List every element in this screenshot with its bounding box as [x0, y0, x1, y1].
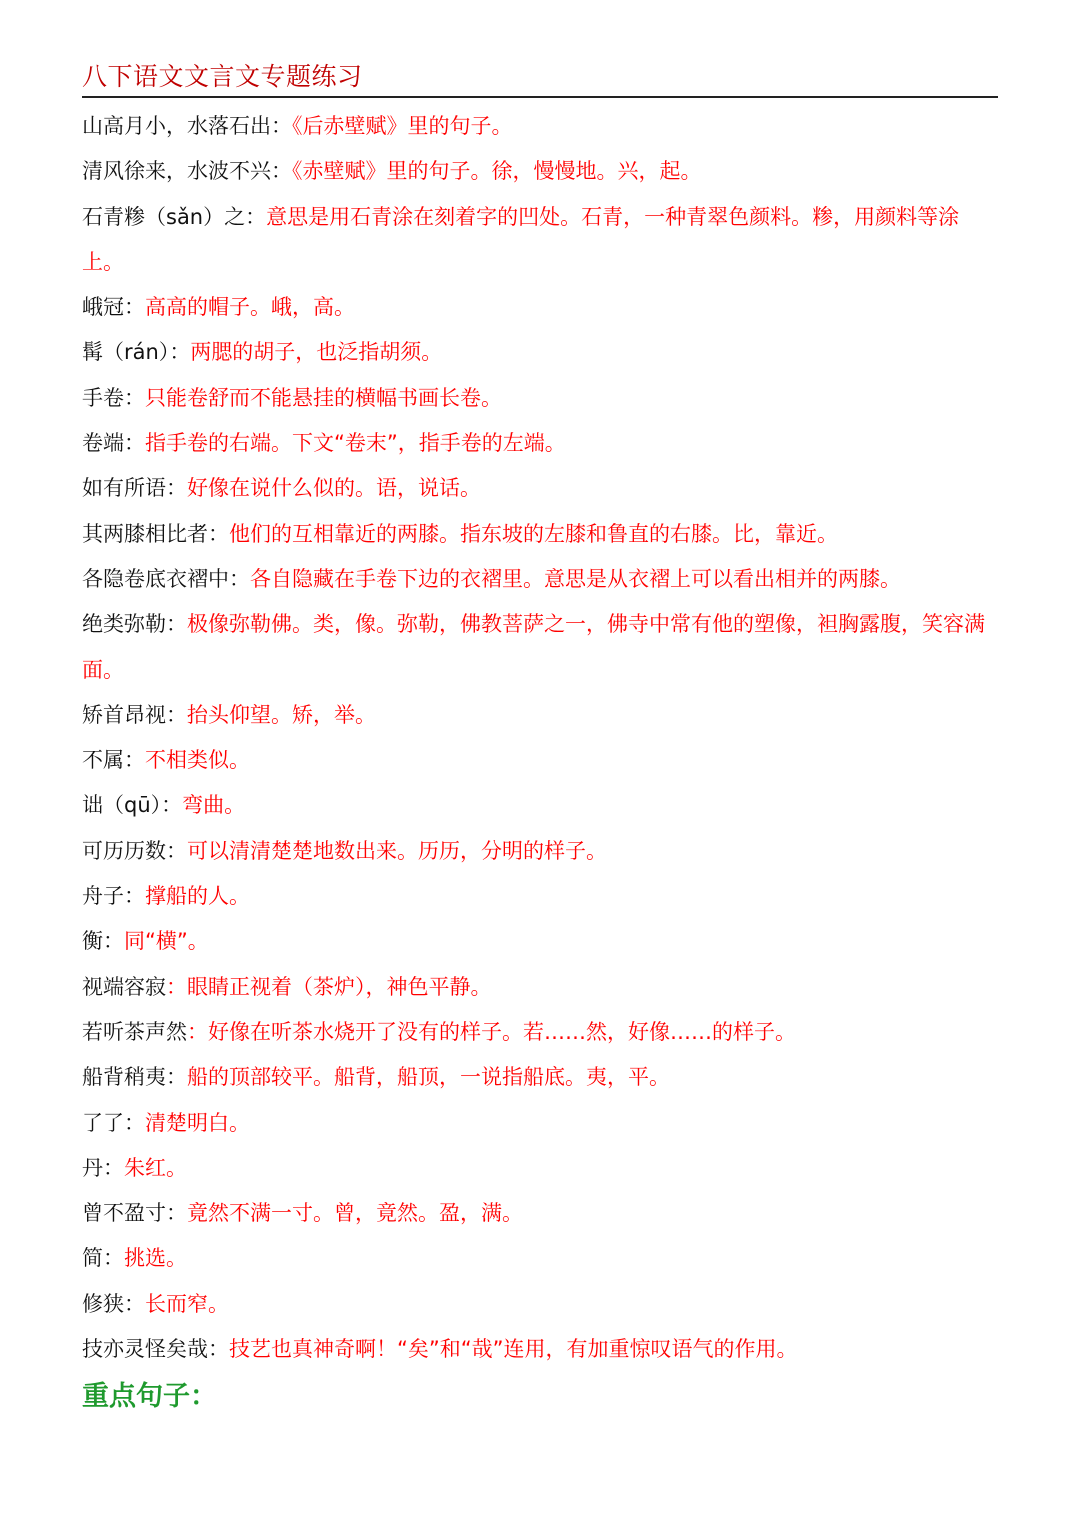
- glossary-entry: [82, 195, 998, 286]
- glossary-separator: ：: [166, 974, 187, 999]
- glossary-term: 丹: [82, 1155, 103, 1180]
- glossary-term: 技亦灵怪矣哉: [82, 1337, 208, 1362]
- glossary-entry: [82, 602, 998, 693]
- glossary-definition: 两腮的胡子，也泛指胡须。: [190, 340, 443, 365]
- glossary-definition: 好像在说什么似的。语，说话。: [187, 476, 481, 501]
- glossary-entry: [82, 693, 998, 738]
- glossary-separator: ：: [229, 566, 250, 591]
- page-title: 八下语文文言文专题练习: [82, 62, 363, 91]
- glossary-term: 修狭: [82, 1291, 124, 1316]
- glossary-entry: [82, 1055, 998, 1100]
- glossary-entry: [82, 557, 998, 602]
- glossary-term: 诎（qū）: [82, 793, 162, 818]
- glossary-term: 视端容寂: [82, 974, 166, 999]
- glossary-definition: 挑选。: [124, 1246, 187, 1271]
- glossary-definition: 《后赤壁赋》里的句子。: [292, 114, 513, 138]
- glossary-definition: 可以清清楚楚地数出来。历历，分明的样子。: [187, 838, 607, 863]
- glossary-entry: [82, 919, 998, 964]
- glossary-term: 髯（rán）: [82, 340, 170, 365]
- glossary-definition: 高高的帽子。峨，高。: [145, 295, 355, 320]
- glossary-definition: 技艺也真神奇啊！“矣”和“哉”连用，有加重惊叹语气的作用。: [229, 1337, 798, 1362]
- glossary-definition: 竟然不满一寸。曾，竟然。盈，满。: [187, 1201, 523, 1226]
- glossary-entry: [82, 376, 998, 421]
- glossary-separator: ：: [166, 1065, 187, 1090]
- glossary-separator: ：: [169, 340, 191, 365]
- glossary-separator: ：: [124, 884, 145, 909]
- glossary-list: [82, 104, 998, 1372]
- glossary-term: 衡: [82, 929, 103, 954]
- glossary-entry: [82, 1101, 998, 1146]
- glossary-separator: ：: [103, 1246, 124, 1271]
- glossary-separator: ：: [166, 476, 187, 501]
- glossary-separator: ：: [271, 159, 292, 184]
- glossary-definition: 极像弥勒佛。类，像。弥勒，佛教菩萨之一，佛寺中常有他的塑像，袒胸露腹，笑容满面。: [82, 612, 985, 682]
- glossary-entry: [82, 330, 998, 375]
- glossary-term: 不属: [82, 748, 124, 773]
- glossary-separator: ：: [103, 1155, 124, 1180]
- glossary-definition: 指手卷的右端。下文“卷末”，指手卷的左端。: [145, 431, 566, 456]
- glossary-separator: ：: [208, 1337, 229, 1362]
- glossary-entry: [82, 1327, 998, 1372]
- glossary-entry: [82, 149, 998, 194]
- glossary-definition: 船的顶部较平。船背，船顶，一说指船底。夷，平。: [187, 1065, 670, 1090]
- glossary-term: 如有所语: [82, 476, 166, 501]
- glossary-definition: 他们的互相靠近的两膝。指东坡的左膝和鲁直的右膝。比，靠近。: [229, 521, 838, 546]
- glossary-entry: [82, 783, 998, 828]
- glossary-separator: ：: [187, 1019, 208, 1044]
- glossary-term: 舟子: [82, 884, 124, 909]
- glossary-entry: [82, 285, 998, 330]
- glossary-term: 其两膝相比者: [82, 521, 208, 546]
- glossary-entry: [82, 874, 998, 919]
- glossary-separator: ：: [124, 1110, 145, 1135]
- glossary-definition: 《赤壁赋》里的句子。徐，慢慢地。兴，起。: [292, 159, 702, 184]
- page-header: [82, 58, 998, 98]
- glossary-entry: [82, 1236, 998, 1281]
- glossary-definition: 好像在听茶水烧开了没有的样子。若……然，好像……的样子。: [208, 1019, 796, 1044]
- glossary-entry: [82, 1146, 998, 1191]
- glossary-definition: 眼睛正视着（茶炉），神色平静。: [187, 974, 492, 999]
- glossary-separator: ：: [166, 838, 187, 863]
- glossary-definition: 撑船的人。: [145, 884, 250, 909]
- glossary-definition: 只能卷舒而不能悬挂的横幅书画长卷。: [145, 385, 502, 410]
- glossary-entry: [82, 421, 998, 466]
- glossary-separator: ：: [166, 1201, 187, 1226]
- glossary-separator: ：: [124, 431, 145, 456]
- glossary-term: 峨冠: [82, 295, 124, 320]
- glossary-separator: ：: [161, 793, 183, 818]
- glossary-separator: ：: [208, 521, 229, 546]
- glossary-separator: ：: [124, 295, 145, 320]
- glossary-content: [82, 104, 998, 1422]
- glossary-definition: 同“横”。: [124, 929, 209, 954]
- glossary-entry: [82, 738, 998, 783]
- glossary-term: 矫首昂视: [82, 702, 166, 727]
- section-heading-key-sentences: 重点句子：: [82, 1381, 217, 1413]
- glossary-separator: ：: [124, 385, 145, 410]
- glossary-definition: 各自隐藏在手卷下边的衣褶里。意思是从衣褶上可以看出相并的两膝。: [250, 566, 901, 591]
- glossary-separator: ：: [124, 748, 145, 773]
- glossary-term: 石青糁（sǎn）之: [82, 204, 246, 229]
- glossary-separator: ：: [271, 114, 292, 138]
- glossary-term: 绝类弥勒: [82, 612, 166, 637]
- glossary-separator: ：: [166, 702, 187, 727]
- glossary-entry: [82, 512, 998, 557]
- glossary-definition: 意思是用石青涂在刻着字的凹处。石青，一种青翠色颜料。糁，用颜料等涂上。: [82, 204, 960, 274]
- glossary-entry: [82, 1191, 998, 1236]
- glossary-separator: ：: [245, 204, 267, 229]
- glossary-term: 可历历数: [82, 838, 166, 863]
- glossary-definition: 弯曲。: [182, 793, 246, 818]
- glossary-entry: [82, 1282, 998, 1327]
- glossary-definition: 不相类似。: [145, 748, 250, 773]
- glossary-term: 简: [82, 1246, 103, 1271]
- glossary-term: 船背稍夷: [82, 1065, 166, 1090]
- glossary-definition: 朱红。: [124, 1155, 187, 1180]
- glossary-term: 曾不盈寸: [82, 1201, 166, 1226]
- glossary-term: 手卷: [82, 385, 124, 410]
- glossary-entry: [82, 1010, 998, 1055]
- glossary-term: 各隐卷底衣褶中: [82, 566, 229, 591]
- glossary-entry: [82, 466, 998, 511]
- glossary-entry: [82, 965, 998, 1010]
- glossary-definition: 清楚明白。: [145, 1110, 250, 1135]
- glossary-term: 了了: [82, 1110, 124, 1135]
- glossary-entry: [82, 829, 998, 874]
- glossary-separator: ：: [124, 1291, 145, 1316]
- glossary-term: 卷端: [82, 431, 124, 456]
- glossary-term: 清风徐来，水波不兴: [82, 159, 271, 184]
- glossary-term: 若听茶声然: [82, 1019, 187, 1044]
- glossary-term: 山高月小，水落石出: [82, 114, 271, 138]
- glossary-separator: ：: [166, 612, 187, 637]
- glossary-separator: ：: [103, 929, 124, 954]
- glossary-entry: [82, 104, 998, 149]
- glossary-definition: 抬头仰望。矫，举。: [187, 702, 376, 727]
- glossary-definition: 长而窄。: [145, 1291, 229, 1316]
